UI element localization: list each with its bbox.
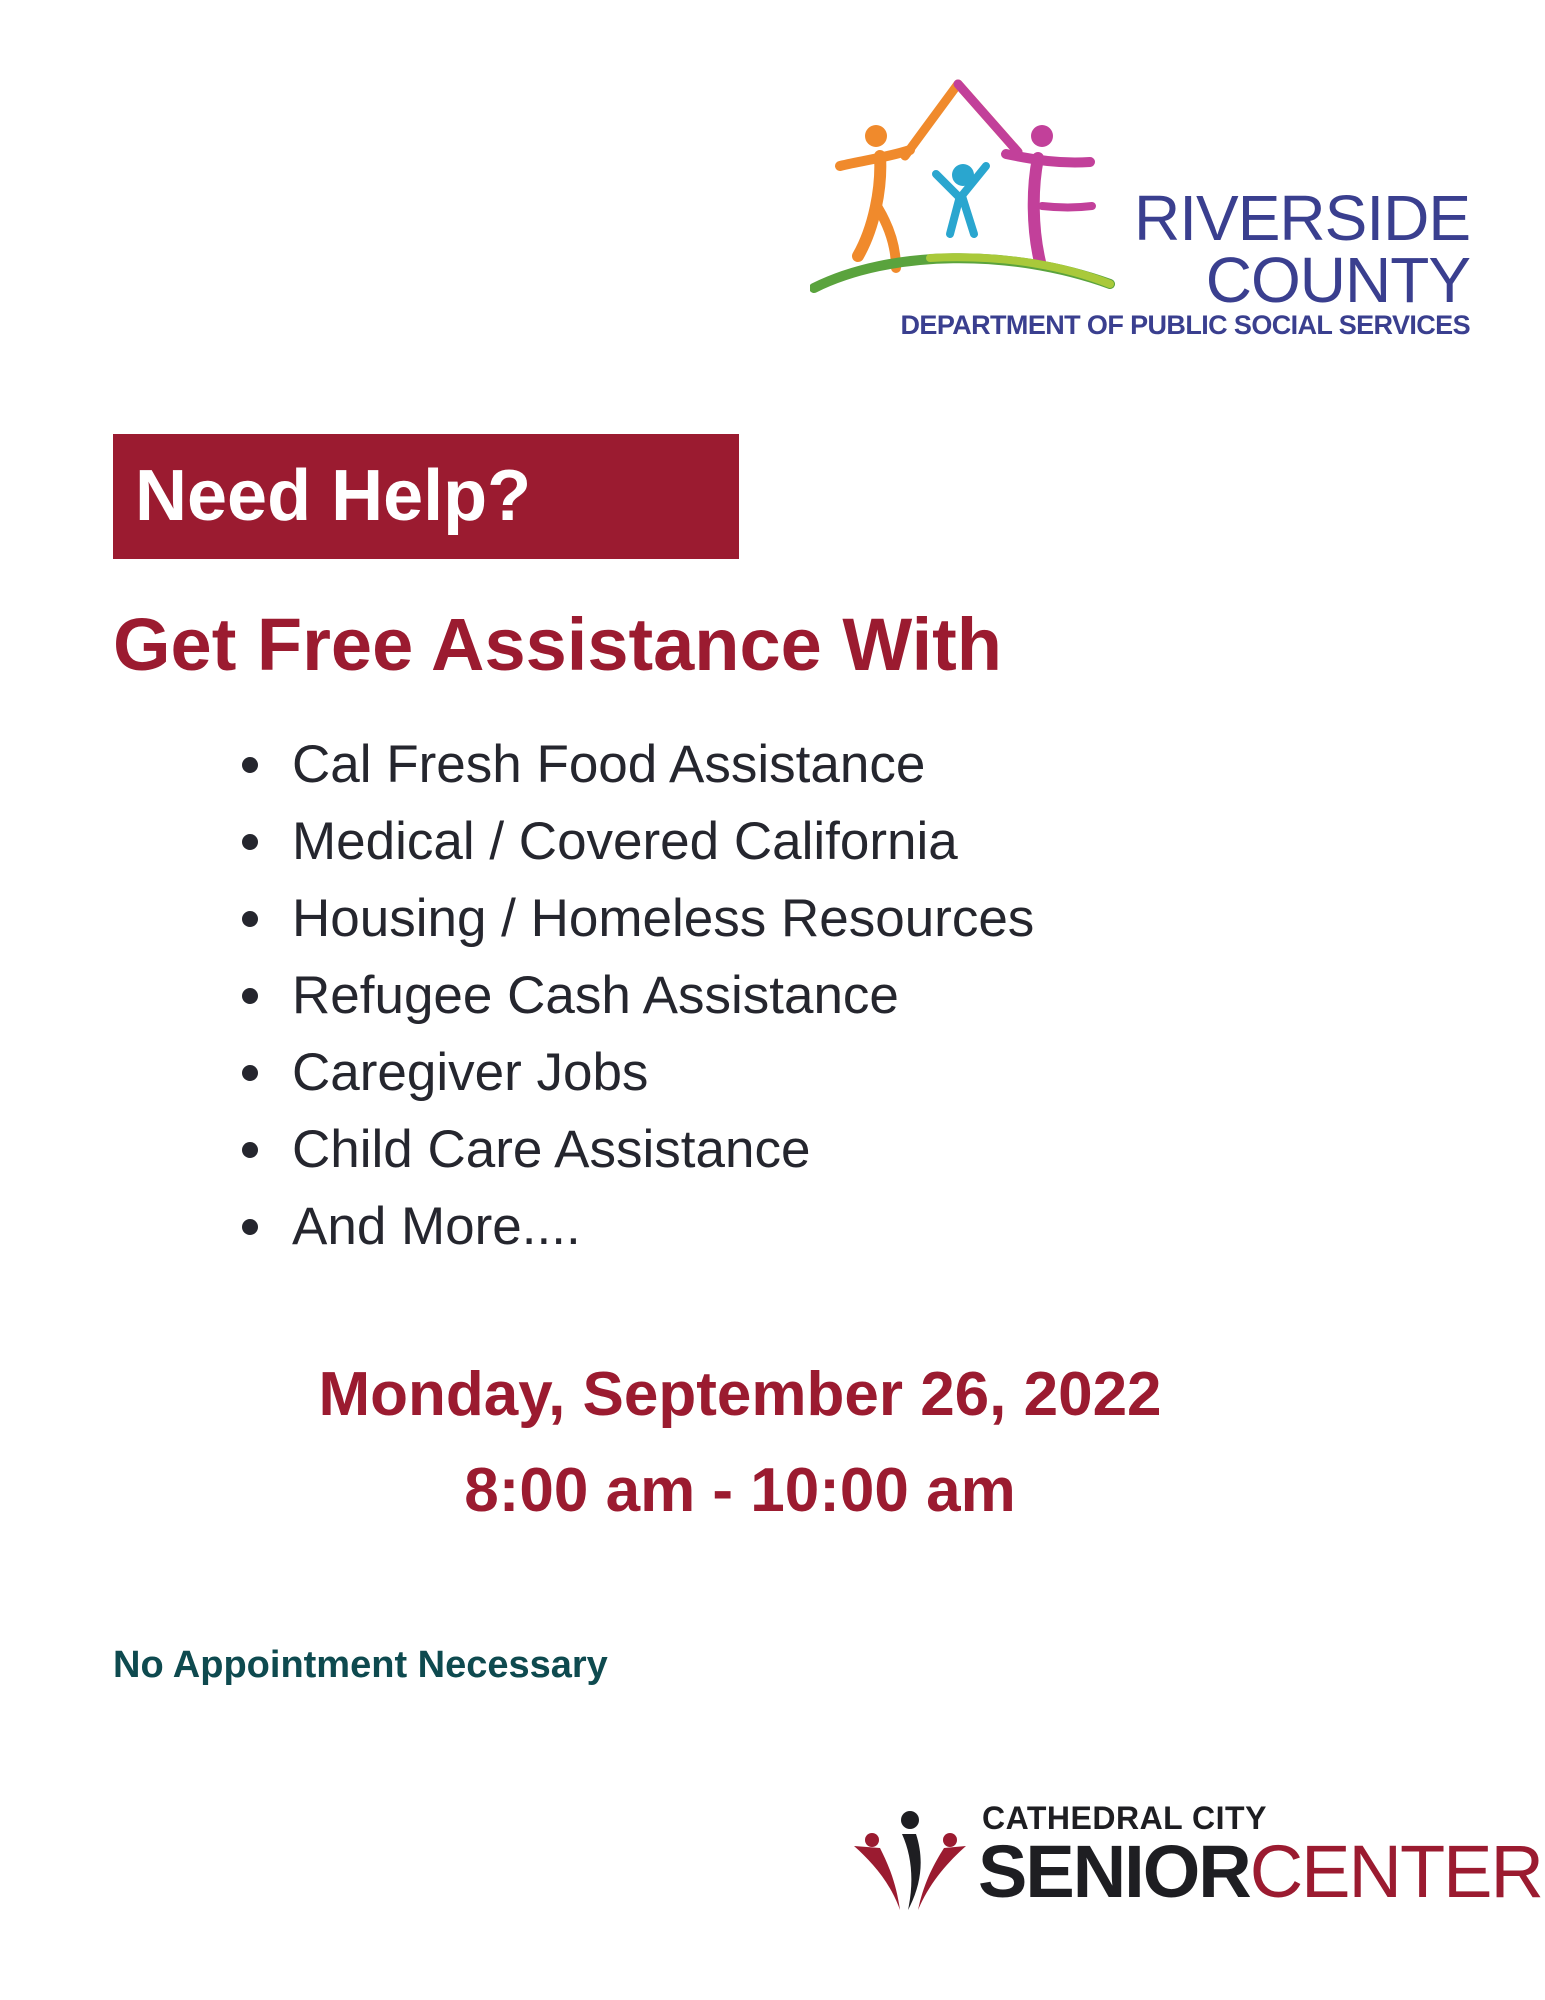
- list-item: [230, 880, 1034, 957]
- service-label: Cal Fresh Food Assistance: [292, 735, 926, 794]
- no-appointment-note: No Appointment Necessary: [113, 1644, 608, 1686]
- service-label: And More....: [292, 1197, 581, 1256]
- list-item: [230, 1034, 1034, 1111]
- bullet-dot-icon: [242, 834, 258, 850]
- bullet-dot-icon: [242, 988, 258, 1004]
- bullet-dot-icon: [242, 1142, 258, 1158]
- list-item: [230, 957, 1034, 1034]
- senior-logo-bottom: [978, 1832, 1542, 1912]
- service-label: Child Care Assistance: [292, 1120, 811, 1179]
- people-figures-logo-icon: [850, 1806, 970, 1916]
- dpss-logo-line2: COUNTY: [1205, 244, 1470, 316]
- bullet-dot-icon: [242, 1219, 258, 1235]
- event-date: Monday, September 26, 2022: [318, 1360, 1162, 1429]
- senior-logo-light: CENTER: [1249, 1830, 1542, 1913]
- list-item: [230, 1188, 1034, 1265]
- page-heading: Get Free Assistance With: [113, 603, 1002, 686]
- service-label: Medical / Covered California: [292, 812, 958, 871]
- dpss-logo-line1: RIVERSIDE: [1134, 182, 1470, 254]
- senior-logo-bold: SENIOR: [978, 1830, 1250, 1913]
- service-label: Caregiver Jobs: [292, 1043, 649, 1102]
- senior-center-logo: [850, 1800, 1542, 1930]
- service-label: Refugee Cash Assistance: [292, 966, 899, 1025]
- senior-logo-top: CATHEDRAL CITY: [982, 1800, 1267, 1836]
- service-label: Housing / Homeless Resources: [292, 889, 1035, 948]
- bullet-dot-icon: [242, 1065, 258, 1081]
- bullet-dot-icon: [242, 757, 258, 773]
- bullet-dot-icon: [242, 911, 258, 927]
- list-item: [230, 803, 1034, 880]
- need-help-banner: Need Help?: [113, 434, 739, 559]
- dpss-logo: [810, 78, 1470, 348]
- services-list: [230, 726, 1034, 1265]
- list-item: [230, 726, 1034, 803]
- list-item: [230, 1111, 1034, 1188]
- event-time: 8:00 am - 10:00 am: [464, 1456, 1016, 1525]
- dpss-logo-line3: DEPARTMENT OF PUBLIC SOCIAL SERVICES: [900, 310, 1470, 340]
- family-house-logo-icon: [810, 78, 1130, 308]
